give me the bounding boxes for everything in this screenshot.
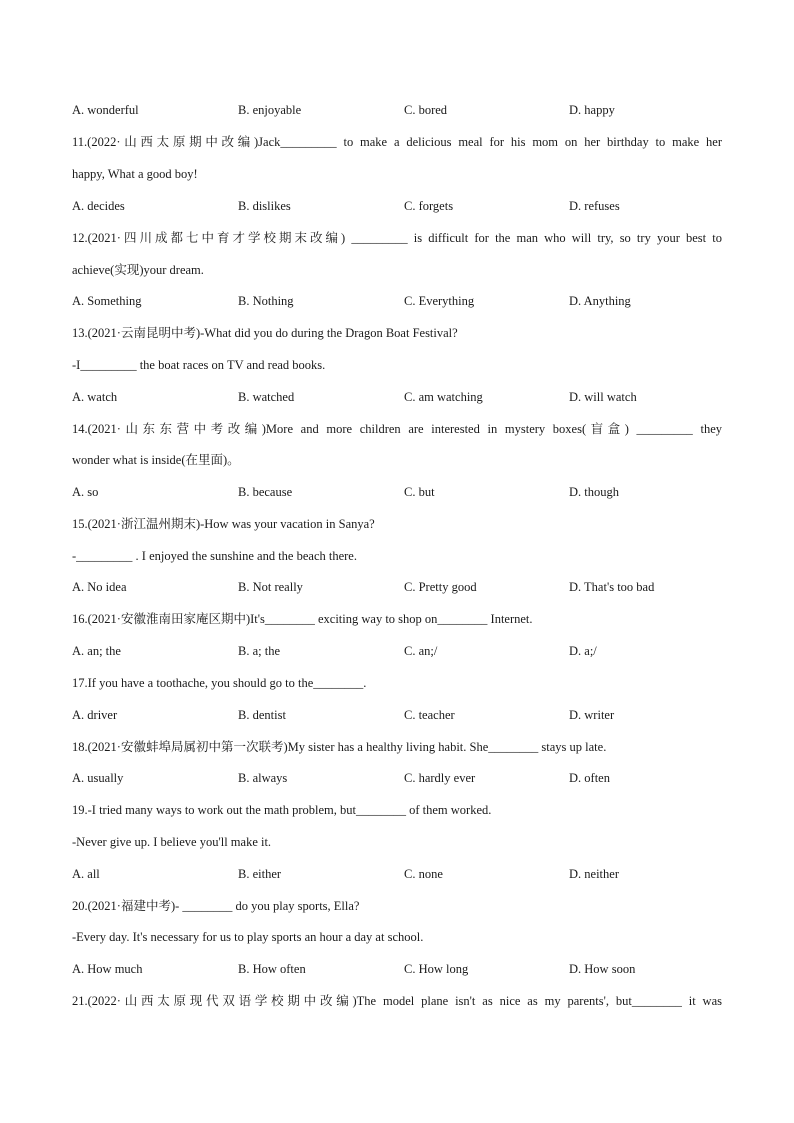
q16-options: [72, 643, 732, 659]
q20-option-a[interactable]: A. How much: [72, 962, 143, 976]
q18-option-d[interactable]: D. often: [569, 771, 610, 785]
q11-option-b[interactable]: B. dislikes: [238, 199, 291, 213]
q16-option-b[interactable]: B. a; the: [238, 644, 281, 658]
q13-options: [72, 389, 732, 405]
q14-stem-line1: 14.(2021·山东东营中考改编)More and more children are interested in mystery boxes(盲盒) _________ they: [72, 422, 722, 436]
q17-option-a[interactable]: A. driver: [72, 708, 118, 722]
q19-option-a[interactable]: A. all: [72, 867, 100, 881]
q15-option-d[interactable]: D. That's too bad: [569, 580, 655, 594]
q13-option-c[interactable]: C. am watching: [404, 390, 483, 404]
q10-option-a[interactable]: A. wonderful: [72, 103, 139, 117]
q20-stem-line1: 20.(2021·福建中考)- ________ do you play sports, Ella?: [72, 899, 360, 913]
q20-option-d[interactable]: D. How soon: [569, 962, 636, 976]
q16-option-a[interactable]: A. an; the: [72, 644, 121, 658]
q11-option-a[interactable]: A. decides: [72, 199, 125, 213]
q13-option-b[interactable]: B. watched: [238, 390, 295, 404]
q14-option-d[interactable]: D. though: [569, 485, 619, 499]
q17-option-c[interactable]: C. teacher: [404, 708, 455, 722]
q20-option-b[interactable]: B. How often: [238, 962, 306, 976]
q19-stem-line1: 19.-I tried many ways to work out the math problem, but________ of them worked.: [72, 803, 492, 817]
q20-options: [72, 961, 732, 977]
q18-options: [72, 770, 732, 786]
q12-option-b[interactable]: B. Nothing: [238, 294, 294, 308]
q16-stem-line1: 16.(2021·安徽淮南田家庵区期中)It's________ exciting way to shop on________ Internet.: [72, 612, 533, 626]
q15-option-c[interactable]: C. Pretty good: [404, 580, 477, 594]
q11-stem-line1: 11.(2022·山西太原期中改编)Jack_________ to make a delicious meal for his mom on her birthday to make her: [72, 135, 722, 149]
q12-option-d[interactable]: D. Anything: [569, 294, 631, 308]
q15-stem-line1: 15.(2021·浙江温州期末)-How was your vacation in Sanya?: [72, 517, 375, 531]
q13-option-d[interactable]: D. will watch: [569, 390, 637, 404]
q13-stem-line2: -I_________ the boat races on TV and read books.: [72, 358, 326, 372]
q14-options: [72, 484, 732, 500]
q14-option-c[interactable]: C. but: [404, 485, 435, 499]
q14-stem-line2: wonder what is inside(在里面)。: [72, 453, 240, 467]
q12-option-c[interactable]: C. Everything: [404, 294, 475, 308]
q14-option-a[interactable]: A. so: [72, 485, 99, 499]
q17-option-b[interactable]: B. dentist: [238, 708, 286, 722]
q19-options: [72, 866, 732, 882]
q18-option-b[interactable]: B. always: [238, 771, 288, 785]
q19-option-d[interactable]: D. neither: [569, 867, 619, 881]
q15-stem-line2: -_________ . I enjoyed the sunshine and the beach there.: [72, 549, 357, 563]
q19-stem-line2: -Never give up. I believe you'll make it.: [72, 835, 272, 849]
q16-option-c[interactable]: C. an;/: [404, 644, 438, 658]
q11-stem-line2: happy, What a good boy!: [72, 167, 198, 181]
q20-stem-line2: -Every day. It's necessary for us to play sports an hour a day at school.: [72, 930, 424, 944]
q10-options: [72, 102, 732, 118]
q12-option-a[interactable]: A. Something: [72, 294, 142, 308]
q12-stem-line2: achieve(实现)your dream.: [72, 263, 204, 277]
q19-option-c[interactable]: C. none: [404, 867, 443, 881]
q19-option-b[interactable]: B. either: [238, 867, 282, 881]
q12-stem-line1: 12.(2021·四川成都七中育才学校期末改编) _________ is difficult for the man who will try, so try your best to: [72, 231, 722, 245]
q18-stem-line1: 18.(2021·安徽蚌埠局属初中第一次联考)My sister has a healthy living habit. She________ stays up late.: [72, 740, 607, 754]
q18-option-a[interactable]: A. usually: [72, 771, 124, 785]
q17-stem-line1: 17.If you have a toothache, you should go to the________.: [72, 676, 367, 690]
q15-option-a[interactable]: A. No idea: [72, 580, 127, 594]
q11-option-c[interactable]: C. forgets: [404, 199, 454, 213]
q18-option-c[interactable]: C. hardly ever: [404, 771, 476, 785]
q10-option-b[interactable]: B. enjoyable: [238, 103, 302, 117]
q11-options: [72, 198, 732, 214]
q17-option-d[interactable]: D. writer: [569, 708, 615, 722]
q15-option-b[interactable]: B. Not really: [238, 580, 303, 594]
q12-options: [72, 293, 732, 309]
q15-options: [72, 579, 732, 595]
q16-option-d[interactable]: D. a;/: [569, 644, 597, 658]
q21-stem-line1: 21.(2022·山西太原现代双语学校期中改编)The model plane isn't as nice as my parents', but________ it was: [72, 994, 722, 1008]
q17-options: [72, 707, 732, 723]
q10-option-d[interactable]: D. happy: [569, 103, 615, 117]
q10-option-c[interactable]: C. bored: [404, 103, 448, 117]
q13-option-a[interactable]: A. watch: [72, 390, 118, 404]
q20-option-c[interactable]: C. How long: [404, 962, 469, 976]
q11-option-d[interactable]: D. refuses: [569, 199, 620, 213]
q13-stem-line1: 13.(2021·云南昆明中考)-What did you do during the Dragon Boat Festival?: [72, 326, 458, 340]
q14-option-b[interactable]: B. because: [238, 485, 293, 499]
